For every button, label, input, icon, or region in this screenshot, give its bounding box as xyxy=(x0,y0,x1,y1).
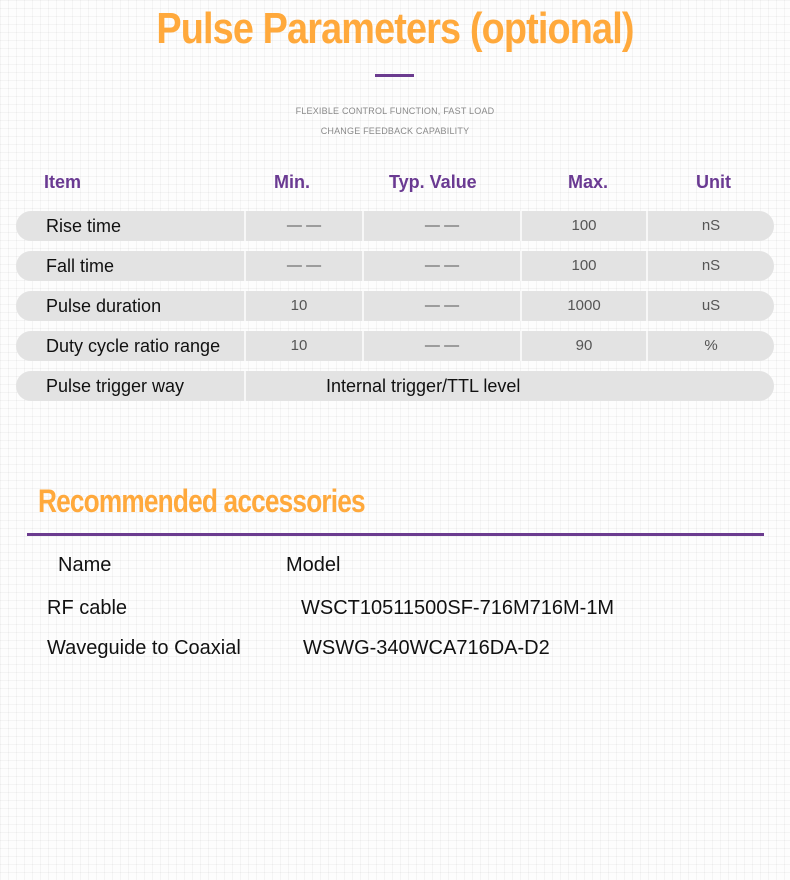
column-header-item: Item xyxy=(44,172,82,192)
row-max-value: 100 xyxy=(571,217,597,234)
column-header-max: Max. xyxy=(568,172,609,192)
accessories-header-model: Model xyxy=(286,554,341,576)
row-item-label: Pulse trigger way xyxy=(46,376,185,396)
accessory-model: WSWG-340WCA716DA-D2 xyxy=(303,637,550,659)
accessory-name: Waveguide to Coaxial xyxy=(47,637,241,659)
column-header-min: Min. xyxy=(274,172,310,192)
row-min-value: 10 xyxy=(290,297,308,314)
row-typ-value: — — xyxy=(424,297,460,314)
row-item-label: Pulse duration xyxy=(46,296,162,316)
row-max-value: 100 xyxy=(571,257,597,274)
row-item-label: Duty cycle ratio range xyxy=(46,336,221,356)
row-min-value: — — xyxy=(286,257,322,274)
accessories-title: Recommended accessories xyxy=(38,483,365,519)
row-unit: % xyxy=(704,337,718,354)
accessory-model: WSCT10511500SF-716M716M-1M xyxy=(301,597,615,619)
table-row xyxy=(16,291,774,321)
accessory-name: RF cable xyxy=(47,597,128,619)
row-min-value: — — xyxy=(286,217,322,234)
row-unit: nS xyxy=(701,257,721,274)
row-unit: uS xyxy=(701,297,721,314)
accessories-divider xyxy=(27,533,764,536)
table-row xyxy=(16,251,774,281)
title-underline xyxy=(375,74,414,77)
row-min-value: 10 xyxy=(290,337,308,354)
subtitle-line-1: FLEXIBLE CONTROL FUNCTION, FAST LOAD xyxy=(295,106,495,116)
row-max-value: 1000 xyxy=(567,297,601,314)
subtitle-line-2: CHANGE FEEDBACK CAPABILITY xyxy=(320,126,470,136)
row-unit: nS xyxy=(701,217,721,234)
table-row xyxy=(16,211,774,241)
row-max-value: 90 xyxy=(575,337,593,354)
row-typ-value: — — xyxy=(424,337,460,354)
page-title: Pulse Parameters (optional) xyxy=(156,4,634,53)
column-header-typ-value: Typ. Value xyxy=(389,172,477,192)
row-typ-value: — — xyxy=(424,257,460,274)
row-typ-value: — — xyxy=(424,217,460,234)
trigger-way-value: Internal trigger/TTL level xyxy=(326,376,521,396)
column-header-unit: Unit xyxy=(696,172,731,192)
row-item-label: Rise time xyxy=(46,216,122,236)
table-row-trigger xyxy=(16,371,774,401)
table-row xyxy=(16,331,774,361)
row-item-label: Fall time xyxy=(46,256,115,276)
accessories-header-name: Name xyxy=(58,554,112,576)
